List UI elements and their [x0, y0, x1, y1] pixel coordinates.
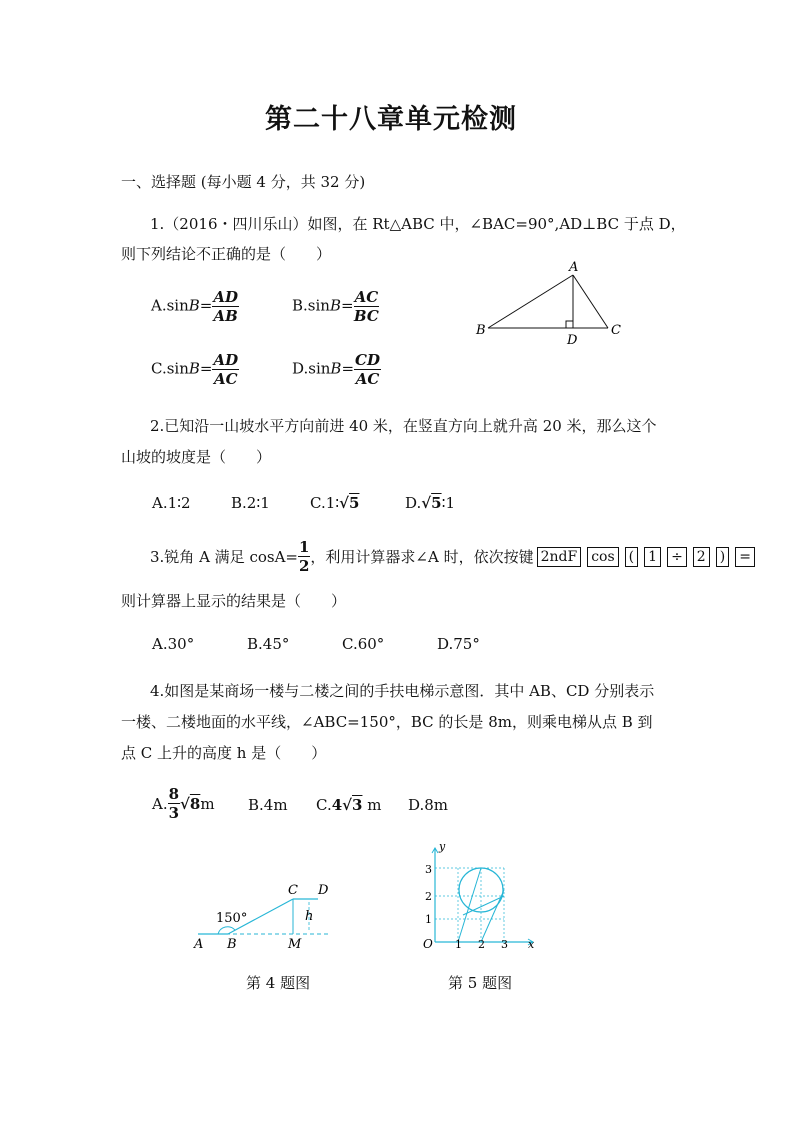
angle-label: 150° — [216, 911, 248, 926]
label-y: y — [439, 840, 446, 853]
q4-figure-caption: 第 4 题图 — [246, 974, 311, 992]
label-a: A — [194, 937, 204, 952]
q4-stem-line2: 一楼、二楼地面的水平线，∠ABC=150°，BC 的长是 8m，则乘电梯从点 B 到 — [121, 713, 653, 731]
tick-y3: 3 — [425, 863, 432, 876]
q2-stem-line2: 山坡的坡度是（ ） — [121, 448, 272, 466]
q1-option-d[interactable]: D.sinB= $\frac{CD}{AC}$ — [292, 351, 380, 388]
tick-y1: 1 — [425, 913, 432, 926]
key-divide: ÷ — [667, 547, 687, 567]
side-ab — [488, 275, 573, 328]
label-o: O — [423, 937, 433, 951]
page-title: 第二十八章单元检测 — [265, 104, 517, 135]
sqrt: √5 — [421, 494, 442, 512]
label-a: A — [569, 260, 579, 275]
q4-option-a[interactable]: A. $\frac{8}{3}$ √8 m — [152, 785, 215, 822]
angle-arc — [218, 927, 235, 934]
label-b: B — [476, 323, 486, 338]
fraction: $\frac{AC}{BC}$ — [353, 288, 379, 325]
q3-stem-line1: 3.锐角 A 满足 cosA= $\frac{1}{2}$ ，利用计算器求∠A 时，依次按键 2ndF cos ( 1 ÷ 2 ) = — [150, 538, 758, 575]
key-open-paren: ( — [625, 547, 638, 567]
label-d: D — [318, 883, 329, 898]
key-2ndf: 2ndF — [537, 547, 582, 567]
fraction: $\frac{8}{3}$ — [168, 785, 180, 822]
label-x: x — [528, 938, 535, 951]
key-2: 2 — [693, 547, 710, 567]
q2-option-a[interactable]: A.1∶2 — [152, 494, 191, 512]
label-m: M — [288, 937, 302, 952]
q1-option-a[interactable]: A.sinB= $\frac{AD}{AB}$ — [151, 288, 239, 325]
section-heading: 一、选择题 (每小题 4 分，共 32 分) — [121, 173, 366, 191]
q3-option-c[interactable]: C.60° — [342, 635, 385, 653]
fraction: $\frac{1}{2}$ — [298, 538, 310, 575]
fraction: $\frac{CD}{AC}$ — [355, 351, 380, 388]
q2-option-b[interactable]: B.2∶1 — [231, 494, 270, 512]
q3-stem-line2: 则计算器上显示的结果是（ ） — [121, 592, 347, 610]
q4-stem-line1: 4.如图是某商场一楼与二楼之间的手扶电梯示意图．其中 AB、CD 分别表示 — [150, 682, 655, 700]
key-equals: = — [735, 547, 755, 567]
label-b: B — [227, 937, 237, 952]
tick-x3: 3 — [501, 938, 508, 951]
q4-escalator-figure — [190, 878, 350, 953]
sqrt: √5 — [339, 494, 360, 512]
q3-option-a[interactable]: A.30° — [152, 635, 195, 653]
q4-stem-line3: 点 C 上升的高度 h 是（ ） — [121, 744, 327, 762]
sqrt: √3 — [342, 796, 363, 814]
label-c: C — [611, 323, 621, 338]
q1-stem-line1: 1.（2016・四川乐山）如图，在 Rt△ABC 中，∠BAC=90°,AD⊥BC 于点 D， — [150, 215, 686, 233]
q2-option-c[interactable]: C.1∶√5 — [310, 494, 360, 512]
q1-triangle-figure — [470, 258, 630, 350]
key-cos: cos — [587, 547, 618, 567]
key-close-paren: ) — [716, 547, 729, 567]
tick-x1: 1 — [455, 938, 462, 951]
q1-stem-line2: 则下列结论不正确的是（ ） — [121, 245, 332, 263]
label-d: D — [567, 333, 578, 348]
fraction: $\frac{AD}{AC}$ — [213, 351, 239, 388]
label-c: C — [288, 883, 298, 898]
q1-option-b[interactable]: B.sinB= $\frac{AC}{BC}$ — [292, 288, 379, 325]
q5-coordinate-figure — [415, 840, 545, 955]
tick-y2: 2 — [425, 890, 432, 903]
fraction: $\frac{AD}{AB}$ — [213, 288, 239, 325]
right-angle-mark — [566, 321, 573, 328]
q4-option-c[interactable]: C.4√3 m — [316, 796, 382, 814]
sqrt: √8 — [180, 794, 201, 813]
label-h: h — [305, 909, 314, 924]
tick-x2: 2 — [478, 938, 485, 951]
q3-option-b[interactable]: B.45° — [247, 635, 290, 653]
q4-option-d[interactable]: D.8m — [408, 796, 449, 814]
q2-option-d[interactable]: D.√5∶1 — [405, 494, 456, 512]
side-ac — [573, 275, 608, 328]
q3-option-d[interactable]: D.75° — [437, 635, 480, 653]
q4-option-b[interactable]: B.4m — [248, 796, 288, 814]
q2-stem-line1: 2.已知沿一山坡水平方向前进 40 米，在竖直方向上就升高 20 米，那么这个 — [150, 417, 657, 435]
q1-option-c[interactable]: C.sinB= $\frac{AD}{AC}$ — [151, 351, 239, 388]
key-1: 1 — [644, 547, 661, 567]
q5-figure-caption: 第 5 题图 — [448, 974, 513, 992]
